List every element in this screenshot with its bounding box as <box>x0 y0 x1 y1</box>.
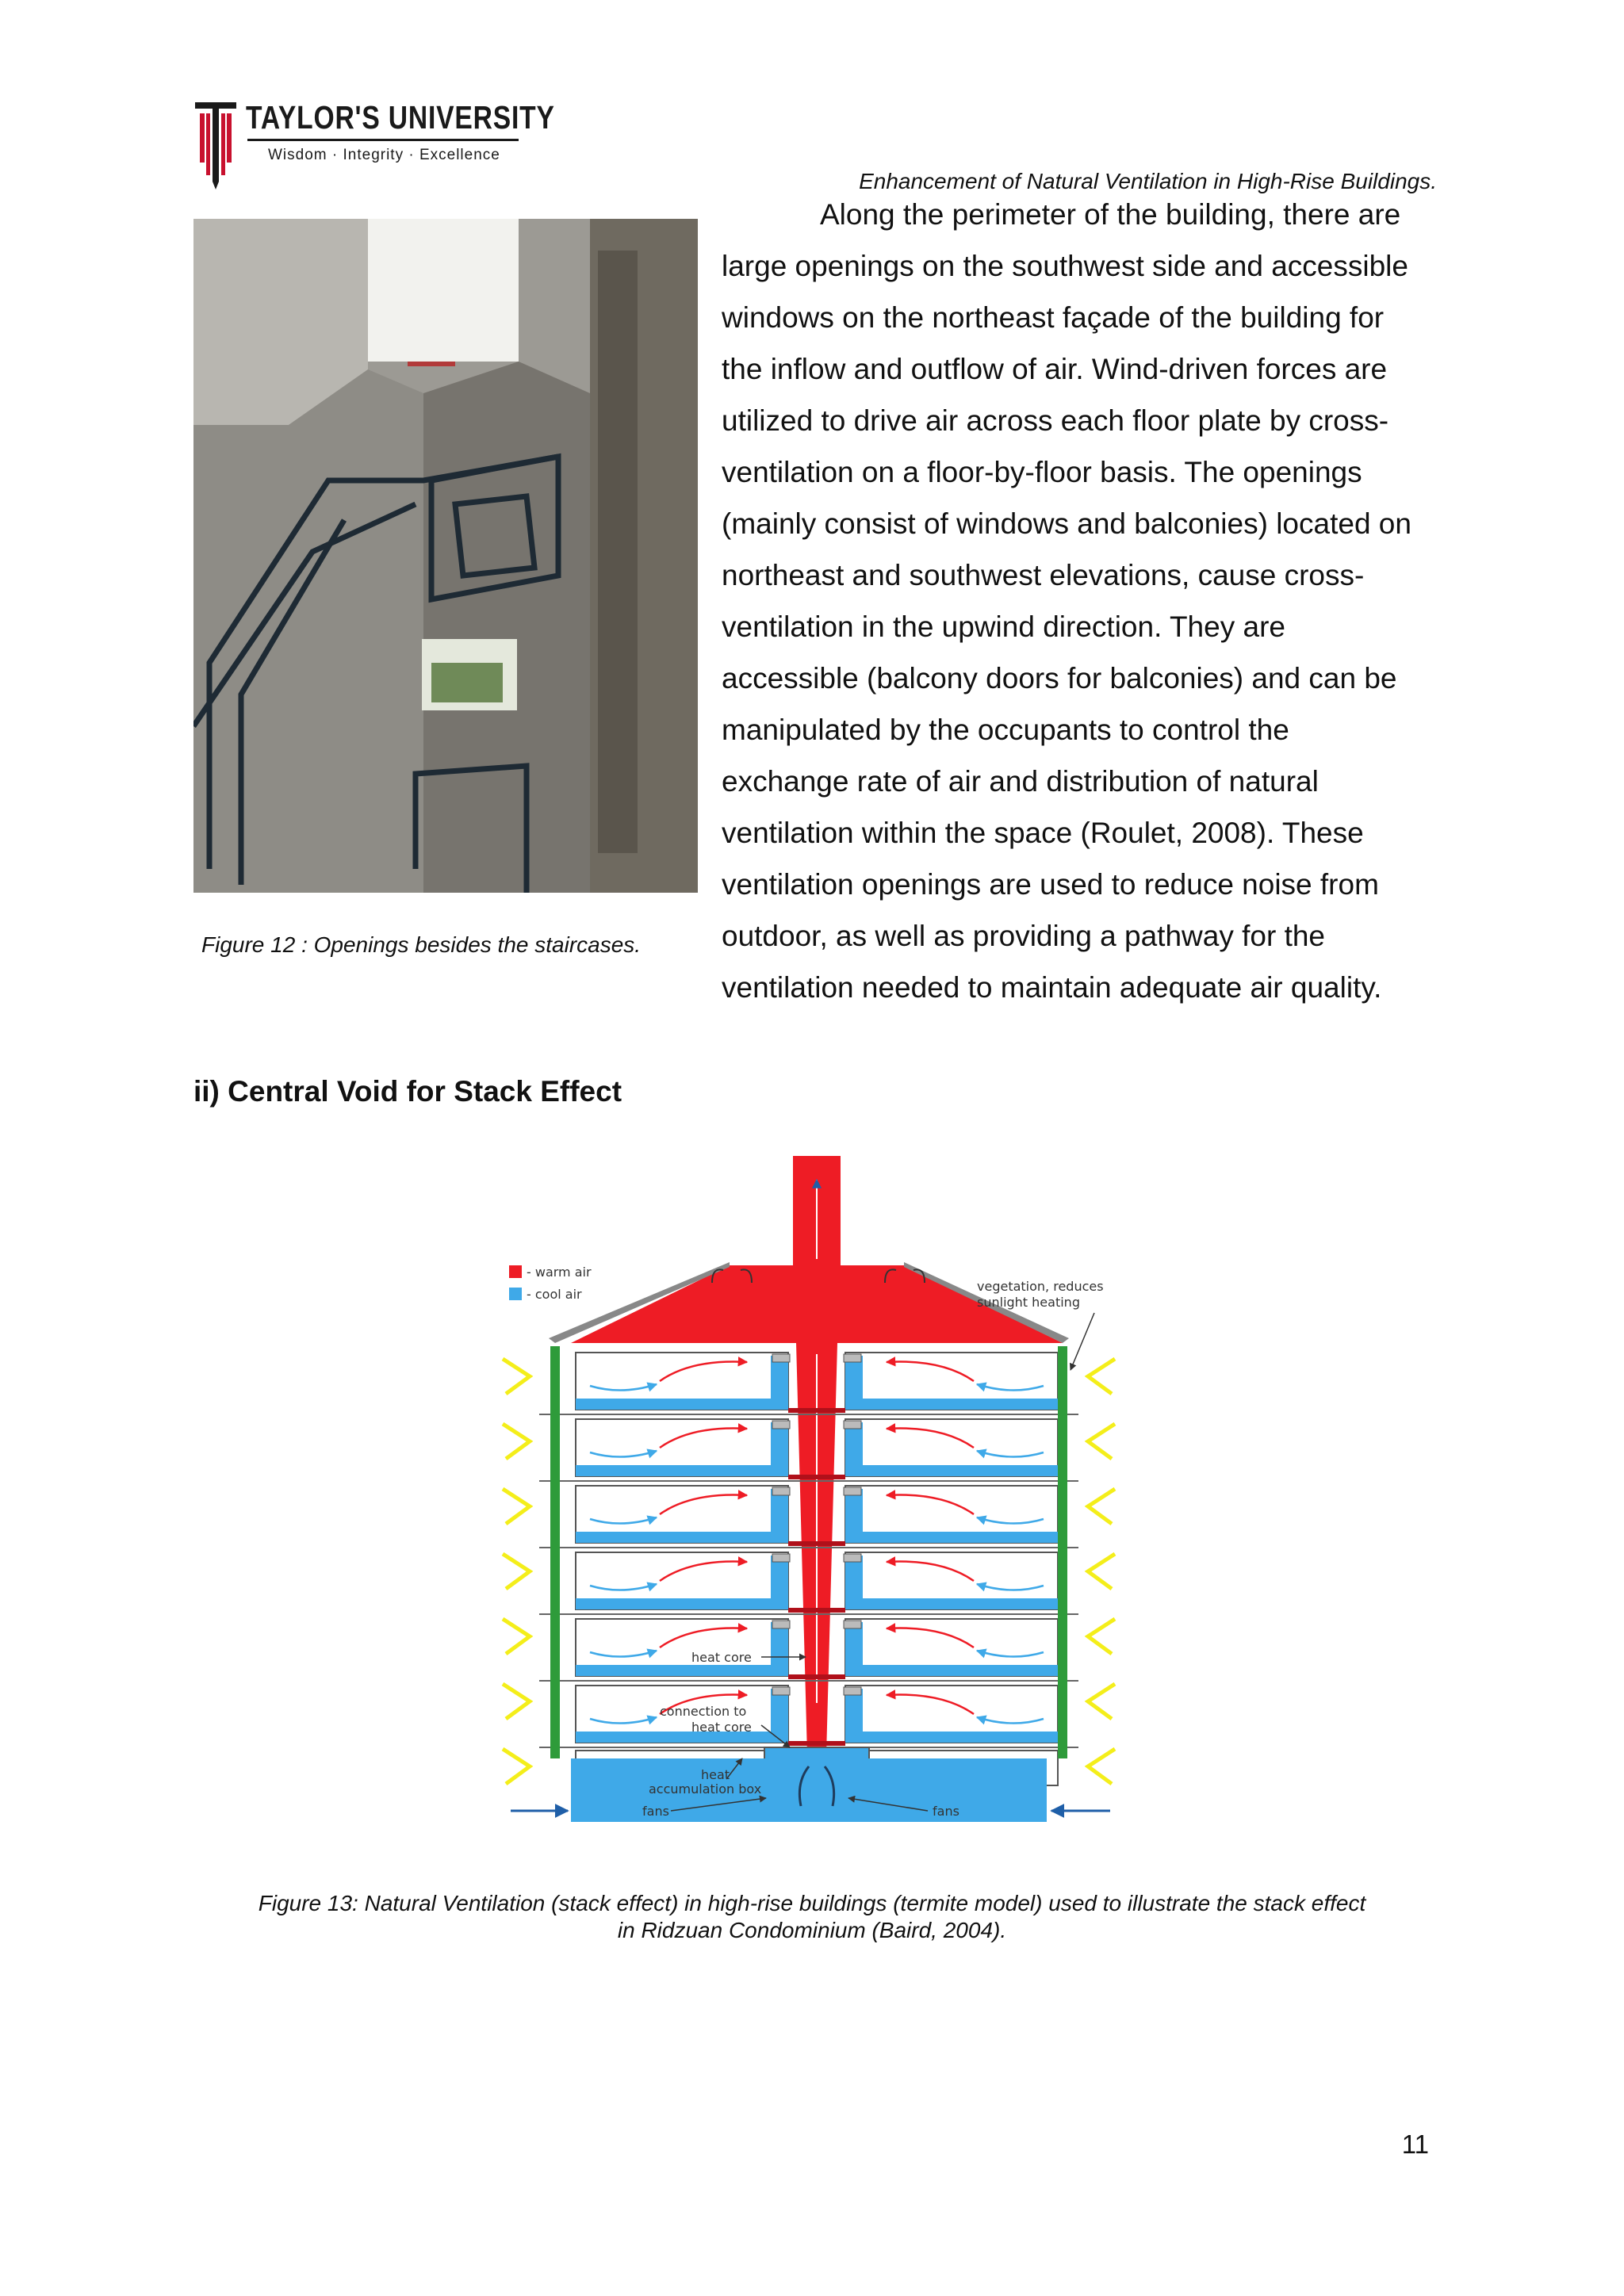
vegetation-right <box>1058 1346 1067 1758</box>
section-heading: ii) Central Void for Stack Effect <box>193 1075 622 1108</box>
vegetation-label-line2: sunlight heating <box>977 1295 1080 1310</box>
figure-13-caption <box>193 1890 1431 1944</box>
sunlight-arrow <box>1088 1684 1115 1719</box>
fans-right-label: fans <box>933 1804 959 1819</box>
figure-13-caption-line2: in Ridzuan Condominium (Baird, 2004). <box>617 1918 1007 1942</box>
body-line: manipulated by the occupants to control the <box>722 714 1289 746</box>
legend-warm-label: - warm air <box>527 1265 592 1280</box>
logo-wordmark: TAYLOR'S UNIVERSITY <box>246 99 555 136</box>
vegetation-left <box>550 1346 560 1758</box>
sunlight-arrow <box>1088 1749 1115 1784</box>
body-line: the inflow and outflow of air. Wind-driven forces are <box>722 353 1388 385</box>
sunlight-arrow <box>1088 1619 1115 1654</box>
body-line: large openings on the southwest side and accessible <box>722 250 1408 282</box>
logo-emblem-icon <box>195 102 236 191</box>
sunlight-arrow <box>503 1619 530 1654</box>
staircase-photo-illustration <box>193 219 698 893</box>
page-number: 11 <box>1401 2130 1429 2159</box>
legend-cool-swatch <box>509 1288 522 1300</box>
body-line: ventilation in the upwind direction. They are <box>722 610 1285 643</box>
sunlight-arrow <box>503 1424 530 1459</box>
body-line: outdoor, as well as providing a pathway for the <box>722 920 1326 952</box>
legend-warm-swatch <box>509 1265 522 1278</box>
body-line: Along the perimeter of the building, there are <box>820 198 1401 231</box>
figure-12-caption: Figure 12 : Openings besides the staircases. <box>201 932 642 957</box>
sunlight-arrow <box>1088 1424 1115 1459</box>
figure-13-caption-line1: Figure 13: Natural Ventilation (stack effect) in high-rise buildings (termite model) used to illustrate the stack effect <box>258 1891 1366 1915</box>
body-line: northeast and southwest elevations, cause cross- <box>722 559 1365 591</box>
sunlight-arrow <box>503 1554 530 1589</box>
body-line: accessible (balcony doors for balconies) and can be <box>722 662 1397 695</box>
connection-label-line2: heat core <box>691 1720 752 1735</box>
fans-left-label: fans <box>642 1804 669 1819</box>
accumulation-label-line1: heat <box>701 1767 730 1782</box>
vegetation-label-line1: vegetation, reduces <box>977 1279 1104 1294</box>
legend-cool-label: - cool air <box>527 1287 582 1302</box>
body-line: ventilation within the space (Roulet, 2008). These <box>722 817 1364 849</box>
connection-label-line1: connection to <box>660 1704 747 1719</box>
logo-divider <box>247 139 519 141</box>
sunlight-arrow <box>1088 1489 1115 1524</box>
body-line: utilized to drive air across each floor plate by cross- <box>722 404 1389 437</box>
sunlight-arrow <box>503 1489 530 1524</box>
body-paragraph <box>722 189 1435 1013</box>
body-line: ventilation needed to maintain adequate air quality. <box>722 971 1382 1004</box>
body-line: (mainly consist of windows and balconies) located on <box>722 507 1411 540</box>
sunlight-arrow <box>503 1359 530 1394</box>
body-line: exchange rate of air and distribution of natural <box>722 765 1319 798</box>
stack-effect-svg <box>492 1148 1126 1869</box>
body-line: windows on the northeast façade of the building for <box>722 301 1385 334</box>
university-logo <box>195 99 555 188</box>
staircase-photo <box>193 219 698 893</box>
sunlight-arrow <box>503 1749 530 1784</box>
sunlight-arrow <box>1088 1359 1115 1394</box>
logo-tagline: Wisdom · Integrity · Excellence <box>268 147 500 163</box>
body-line: ventilation on a floor-by-floor basis. The openings <box>722 456 1362 488</box>
sunlight-arrow <box>1088 1554 1115 1589</box>
running-header: Enhancement of Natural Ventilation in High-Rise Buildings. <box>859 169 1437 193</box>
body-line: ventilation openings are used to reduce noise from <box>722 868 1379 901</box>
stack-effect-diagram <box>492 1148 1126 1869</box>
accumulation-label-line2: accumulation box <box>649 1781 762 1797</box>
heat-core-label: heat core <box>691 1650 752 1665</box>
sunlight-arrow <box>503 1684 530 1719</box>
